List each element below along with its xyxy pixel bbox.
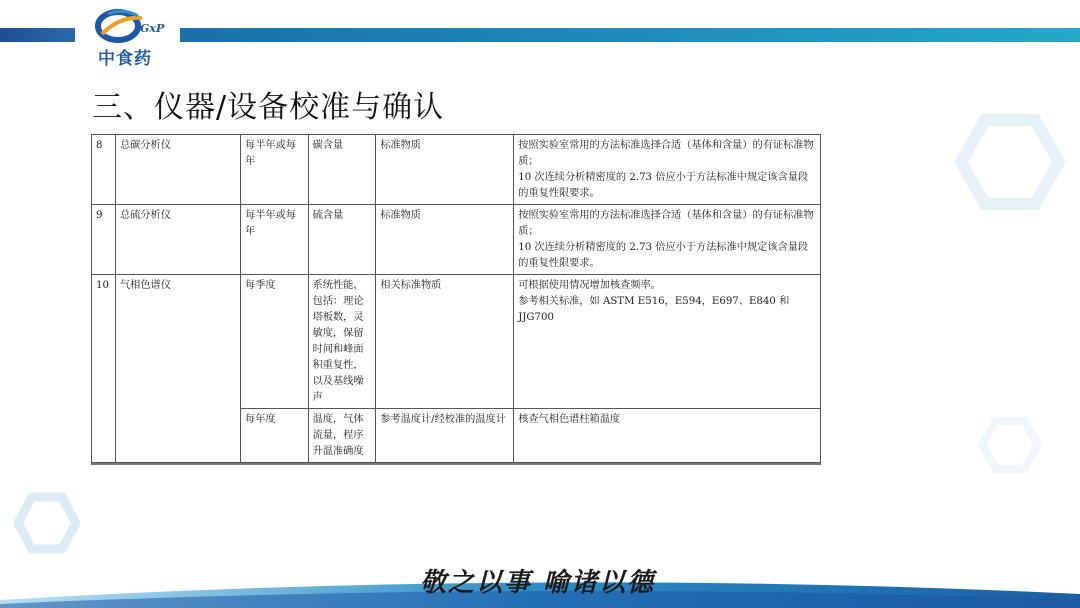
table-row bbox=[92, 275, 821, 409]
requirement-line: 10 次连续分析精密度的 2.73 倍应小于方法标准中规定该含量段的重复性限要求。 bbox=[518, 242, 809, 269]
table-row bbox=[92, 135, 821, 205]
instrument-name: 总硫分析仪 bbox=[115, 205, 240, 275]
reference-material: 相关标准物质 bbox=[376, 275, 514, 409]
header-bar-left bbox=[0, 28, 75, 42]
calibration-table bbox=[91, 134, 821, 463]
check-item: 温度，气体流量，程序升温准确度 bbox=[308, 409, 376, 463]
check-item: 硫含量 bbox=[308, 205, 376, 275]
requirement-line: 参考相关标准，如 ASTM E516，E594，E697、E840 和 JJG700 bbox=[518, 296, 790, 323]
requirement-line: 可根据使用情况增加核查频率。 bbox=[518, 280, 661, 291]
logo-text: 中食药 bbox=[98, 49, 152, 69]
frequency: 每半年或每年 bbox=[241, 205, 309, 275]
requirement bbox=[514, 205, 821, 275]
hexagon-decoration-icon bbox=[955, 112, 1065, 212]
hexagon-decoration-icon bbox=[14, 492, 80, 554]
reference-material: 标准物质 bbox=[376, 205, 514, 275]
calibration-table-container bbox=[91, 134, 821, 465]
frequency: 每半年或每年 bbox=[241, 135, 309, 205]
hexagon-decoration-icon bbox=[978, 416, 1042, 474]
reference-material: 参考温度计/经校准的温度计 bbox=[376, 409, 514, 463]
instrument-name: 气相色谱仪 bbox=[115, 275, 240, 463]
requirement-line: 10 次连续分析精密度的 2.73 倍应小于方法标准中规定该含量段的重复性限要求。 bbox=[518, 172, 809, 199]
logo-gxp-text: GxP bbox=[140, 22, 165, 35]
table-row bbox=[92, 205, 821, 275]
reference-material: 标准物质 bbox=[376, 135, 514, 205]
page-title: 三、仪器/设备校准与确认 bbox=[92, 90, 445, 125]
motto-text: 敬之以事 喻诸以德 bbox=[420, 568, 656, 598]
requirement bbox=[514, 409, 821, 463]
requirement bbox=[514, 135, 821, 205]
check-item: 系统性能，包括：理论塔板数，灵敏度，保留时间和峰面积重复性，以及基线噪声 bbox=[308, 275, 376, 409]
check-item: 碳含量 bbox=[308, 135, 376, 205]
instrument-name: 总碳分析仪 bbox=[115, 135, 240, 205]
requirement-line: 核查气相色谱柱箱温度 bbox=[518, 414, 621, 425]
header-bar-right bbox=[180, 28, 1080, 42]
frequency: 每年度 bbox=[241, 409, 309, 463]
row-number: 8 bbox=[92, 135, 116, 205]
frequency: 每季度 bbox=[241, 275, 309, 409]
row-number: 10 bbox=[92, 275, 116, 463]
requirement bbox=[514, 275, 821, 409]
requirement-line: 按照实验室常用的方法标准选择合适（基体和含量）的有证标准物质； bbox=[518, 210, 814, 237]
requirement-line: 按照实验室常用的方法标准选择合适（基体和含量）的有证标准物质； bbox=[518, 140, 814, 167]
row-number: 9 bbox=[92, 205, 116, 275]
